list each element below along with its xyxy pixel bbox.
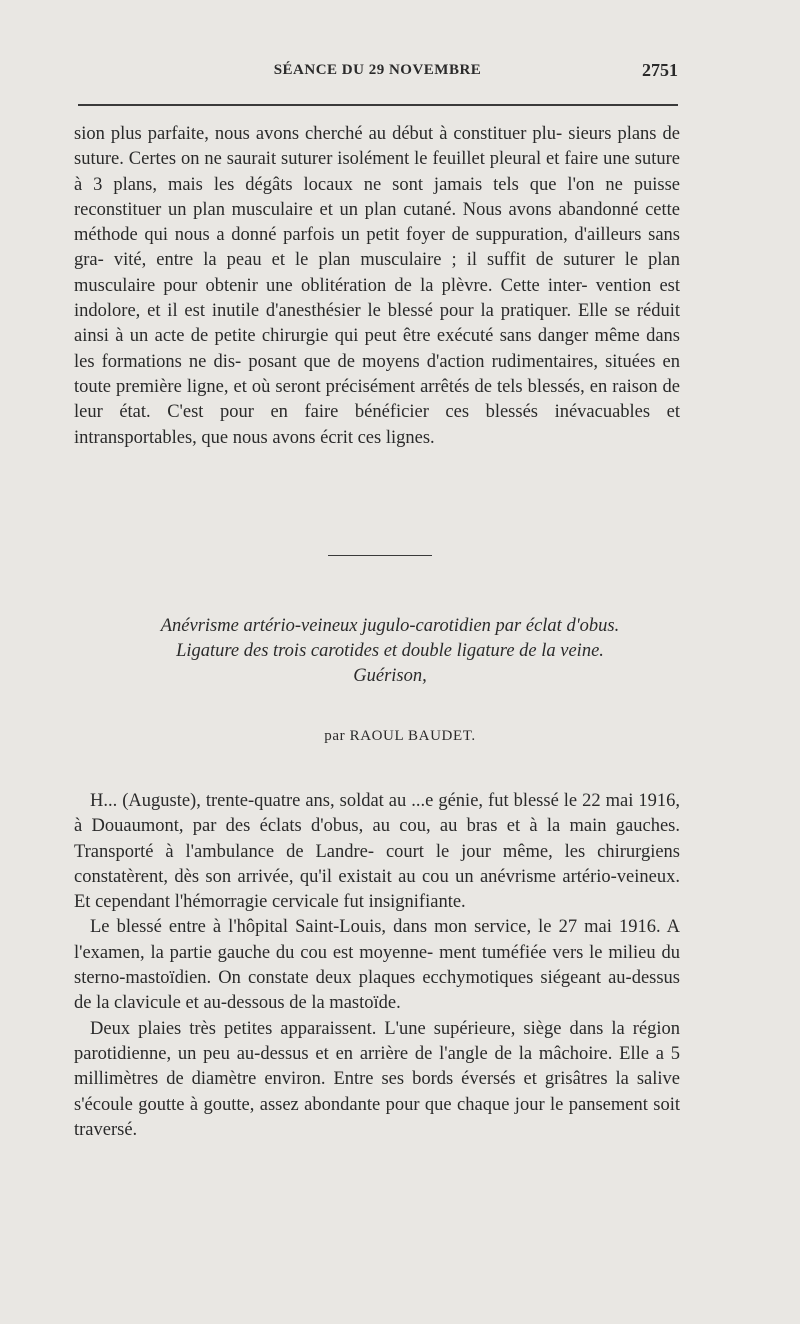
text-line: goutte, assez abondante pour que chaque jour le pansement soit [203,1094,680,1115]
text-line: sieurs plans de suture. Certes on ne saurait suturer isolément le [74,124,680,170]
text-line: inévacuables et intransportables, que nous avons écrit ces [74,402,681,448]
text-line: 27 mai 1916. A l'examen, la partie gauche du cou est moyenne- [74,917,680,963]
text-paragraph [74,789,680,915]
article-title-line: Guérison, [353,666,427,686]
text-line: H... (Auguste), trente-quatre ans, soldat au ...e génie, fut blessé [90,791,559,811]
running-title: SÉANCE DU 29 NOVEMBRE [273,62,482,78]
previous-article-ending [74,122,680,451]
header-rule [78,104,678,106]
text-line: Deux plaies très petites apparaissent. L'une supérieure, siège [90,1018,562,1039]
article-title-line: Anévrisme artério-veineux jugulo-carotidien par éclat d'obus. [160,616,620,636]
text-line: le 22 mai 1916, à Douaumont, par des éclats d'obus, au cou, au [74,791,681,837]
text-line: posant que de moyens d'action rudimentaires, situées en toute [74,351,680,397]
text-line: court le jour même, les chirurgiens constatèrent, dès son arrivée, [74,841,680,887]
text-line: musculaire pour obtenir une oblitération de la plèvre. Cette inter- [74,275,588,296]
text-line: peut être exécuté sans danger même dans les formations ne dis- [74,326,680,372]
text-line: l'hémorragie cervicale fut insignifiante. [174,892,466,913]
article-body [74,789,680,1143]
text-line: a donné parfois un petit foyer de suppuration, d'ailleurs sans gra- [74,225,681,271]
text-line: première ligne, et où seront précisément arrêtés de tels blessés, [116,376,585,397]
text-line: Le blessé entre à l'hôpital Saint-Louis, dans mon service, le [90,917,552,938]
text-line: vention est indolore, et il est inutile d'anesthésier le blessé pour [74,275,681,322]
text-line: en raison de leur état. C'est pour en faire bénéficier ces blessés [74,376,680,423]
text-paragraph [74,915,680,1016]
section-separator [328,555,432,556]
text-line: dans la région parotidienne, un peu au-dessus et en arrière de [74,1018,680,1064]
text-line: et un plan cutané. Nous avons abandonné cette méthode qui nous [74,199,681,246]
article-title [60,614,720,689]
text-line: vité, entre la peau et le plan musculaire ; il suffit de suturer le plan [113,250,680,271]
text-paragraph [74,1017,680,1143]
text-line: feuillet pleural et faire une suture à 3 plans, mais les dégâts locaux ne [74,149,680,195]
text-line: qu'il existait au cou un anévrisme artério-veineux. Et cependant [74,866,680,913]
text-line: traversé. [74,1119,138,1140]
page-header [75,62,680,86]
text-line: Entre ses bords éversés et grisâtres la salive s'écoule goutte à [74,1069,680,1115]
text-line: bras et à la main gauches. Transporté à l'ambulance de Landre- [74,816,681,862]
article-title-line: Ligature des trois carotides et double ligature de la veine. [176,641,604,661]
text-line: l'angle de la mâchoire. Elle a 5 millimètres de diamètre environ. [74,1043,681,1090]
text-line: au-dessous de la mastoïde. [203,993,401,1014]
text-line: deux plaques ecchymotiques siégeant au-dessus de la clavicule et [74,968,681,1014]
text-line: sion plus parfaite, nous avons cherché au début à constituer plu- [74,124,563,144]
text-line: la pratiquer. Elle se réduit ainsi à un acte de petite chirurgie qui [74,301,680,347]
page-number: 2751 [642,60,678,80]
article-byline: par RAOUL BAUDET. [324,728,476,744]
text-line: ment tuméfiée vers le milieu du sterno-mastoïdien. On constate [74,942,680,989]
text-line: lignes. [385,427,435,448]
text-line: sont jamais tels que l'on ne puisse reconstituer un plan musculaire [74,174,680,220]
text-paragraph [74,122,680,451]
